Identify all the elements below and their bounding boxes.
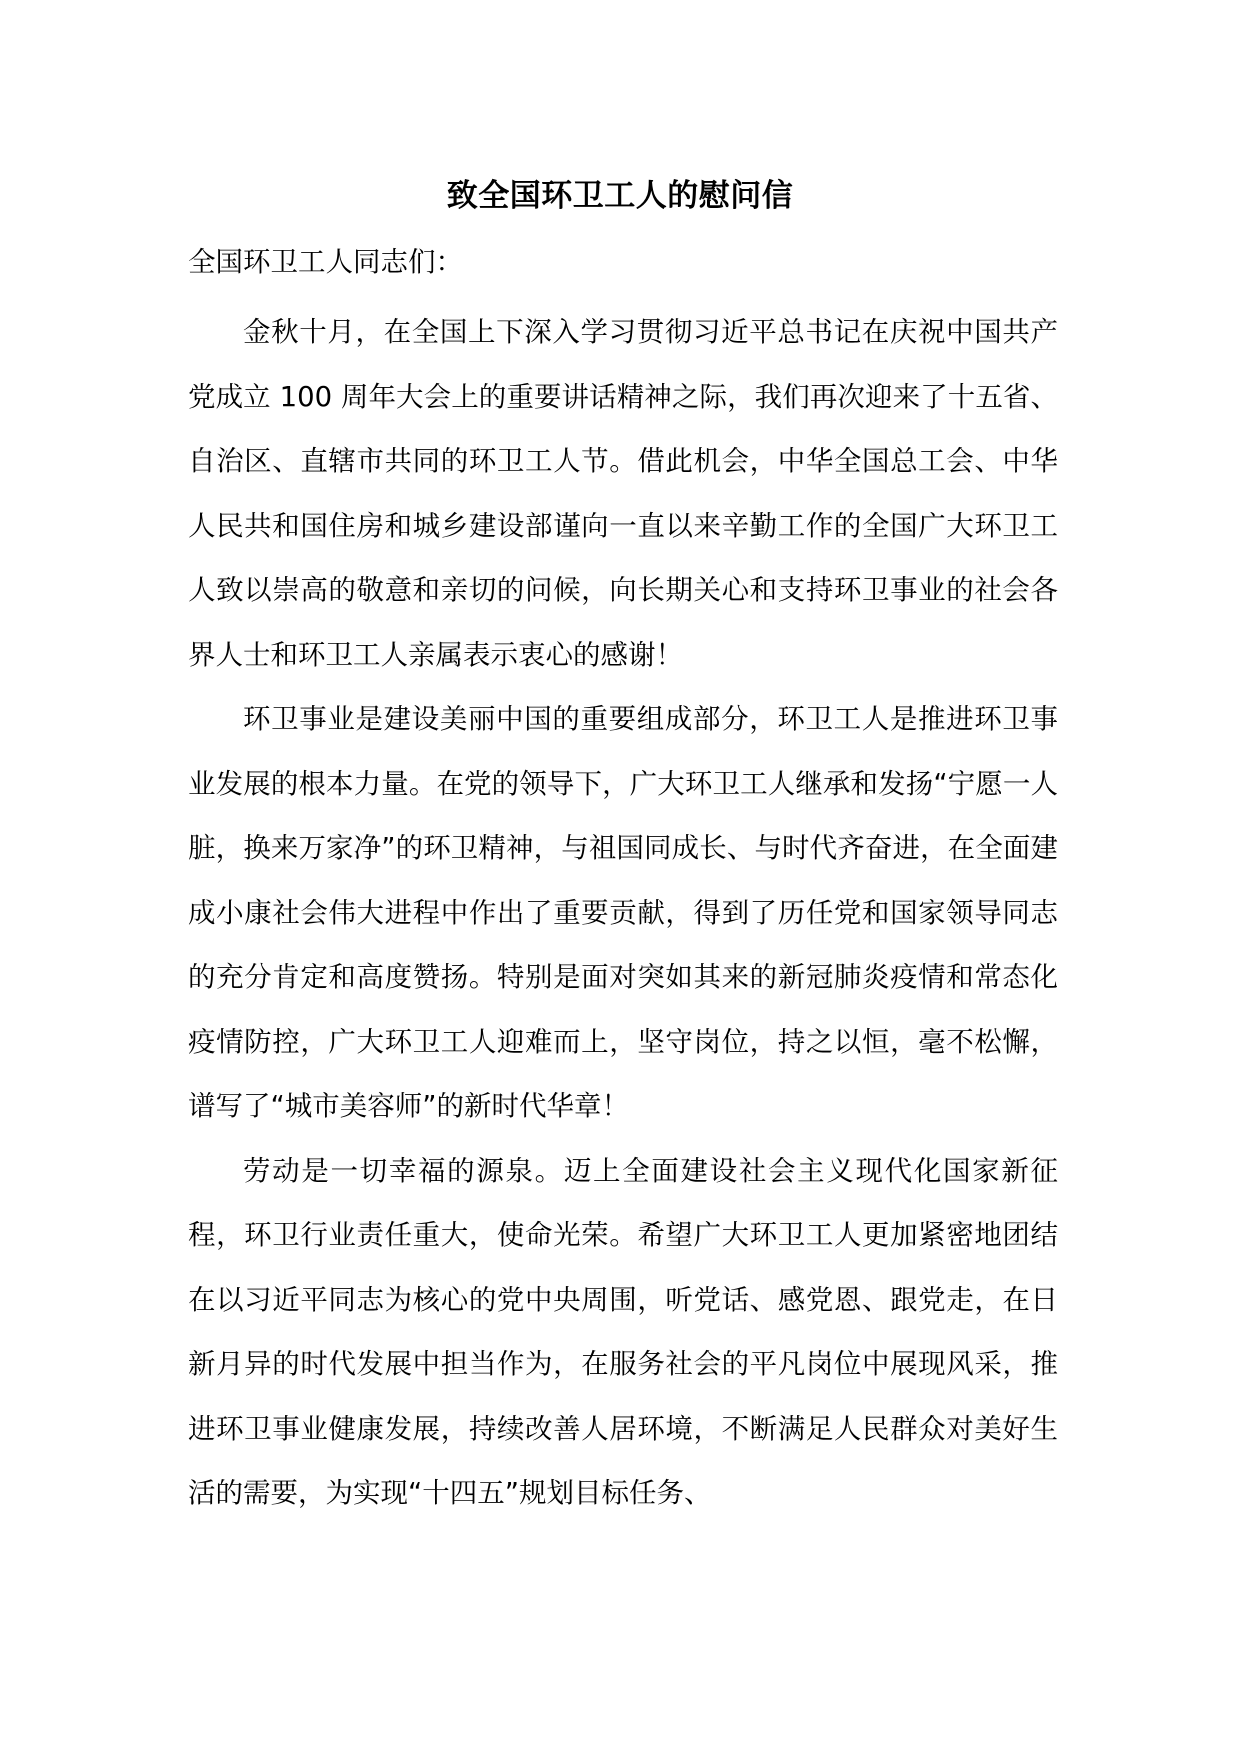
document-title: 致全国环卫工人的慰问信 [446,178,794,214]
paragraph-3: 劳动是一切幸福的源泉。迈上全面建设社会主义现代化国家新征程，环卫行业责任重大，使命光荣。希望广大环卫工人更加紧密地团结在以习近平同志为核心的党中央周围，听党话、感党恩、跟党走，在日新月异的时代发展中担当作为，在服务社会的平凡岗位中展现风采，推进环卫事业健康发展，持续改善人居环境，不断满足人民群众对美好生活的需要，为实现“十四五”规划目标任务、 [188,1154,1058,1509]
paragraph-1: 金秋十月，在全国上下深入学习贯彻习近平总书记在庆祝中国共产党成立 100 周年大会上的重要讲话精神之际，我们再次迎来了十五省、自治区、直辖市共同的环卫工人节。借此机会，中华全国总工会、中华人民共和国住房和城乡建设部谨向一直以来辛勤工作的全国广大环卫工人致以崇高的敬意和亲切的问候，向长期关心和支持环卫事业的社会各界人士和环卫工人亲属表示衷心的感谢！ [188,316,1058,671]
letter-body [188,300,1058,1526]
salutation: 全国环卫工人同志们： [188,246,463,278]
paragraph-2: 环卫事业是建设美丽中国的重要组成部分，环卫工人是推进环卫事业发展的根本力量。在党的领导下，广大环卫工人继承和发扬“宁愿一人脏，换来万家净”的环卫精神，与祖国同成长、与时代齐奋进，在全面建成小康社会伟大进程中作出了重要贡献，得到了历任党和国家领导同志的充分肯定和高度赞扬。特别是面对突如其来的新冠肺炎疫情和常态化疫情防控，广大环卫工人迎难而上，坚守岗位，持之以恒，毫不松懈，谱写了“城市美容师”的新时代华章！ [188,703,1058,1122]
